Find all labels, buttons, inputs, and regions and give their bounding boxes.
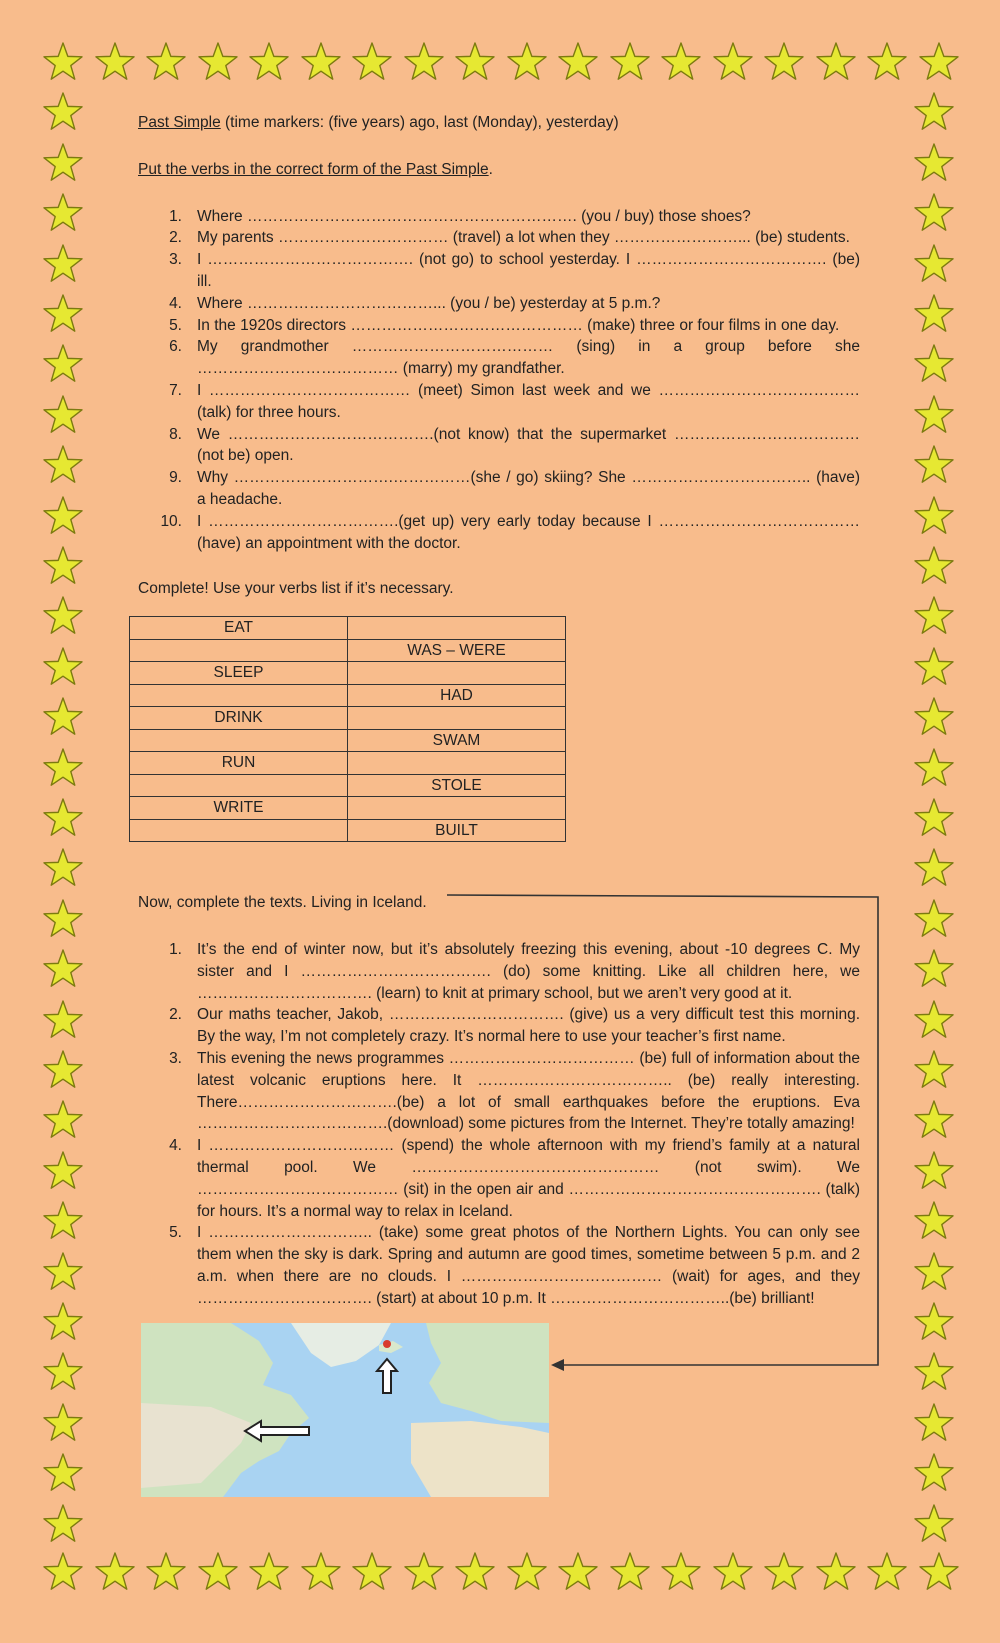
table-row	[130, 617, 566, 640]
table-row	[130, 684, 566, 707]
exercise-list-1	[138, 206, 860, 555]
item-number: 3.	[169, 251, 182, 269]
table-row	[130, 819, 566, 842]
item-text: This evening the news programmes ……………………………… (be) full of information about the latest volcanic eruptions here. It ……………………………….. (be) really interesting. There………………………….(be) a lot of small earthquakes before the eruptions. Eva ……………………………….(download) some pictures from the Internet. They’re totally amazing!	[197, 1049, 860, 1133]
infinitive-cell	[130, 729, 348, 752]
item-text: It’s the end of winter now, but it’s absolutely freezing this evening, about -10 degrees C. My sister and I ………………………………. (do) some knitting. Like all children here, we ……………………………. (learn) to knit at primary school, but we aren’t very good at it.	[197, 940, 860, 1002]
past-form-cell	[348, 752, 566, 775]
table-row	[130, 752, 566, 775]
past-form-cell: WAS – WERE	[348, 639, 566, 662]
table-row	[130, 774, 566, 797]
infinitive-cell: DRINK	[130, 707, 348, 730]
item-number: 5.	[169, 1224, 182, 1242]
list-item	[138, 1004, 860, 1048]
title-topic: Past Simple	[138, 114, 221, 131]
item-number: 1.	[169, 940, 182, 958]
table-row	[130, 797, 566, 820]
item-number: 2.	[169, 1006, 182, 1024]
item-number: 10.	[160, 512, 182, 530]
item-number: 6.	[169, 338, 182, 356]
list-item	[138, 206, 860, 228]
infinitive-cell	[130, 684, 348, 707]
iceland-pin	[383, 1340, 391, 1348]
item-number: 5.	[169, 316, 182, 334]
infinitive-cell	[130, 819, 348, 842]
item-text: I …………………………………. (not go) to school yesterday. I ………………………………. (be) ill.	[197, 251, 860, 290]
list-item	[138, 315, 860, 337]
infinitive-cell: EAT	[130, 617, 348, 640]
item-text: My grandmother ………………………………… (sing) in a group before she ………………………………… (marry) my grandfather.	[197, 338, 860, 378]
item-text: My parents …………………………… (travel) a lot when they ……………………... (be) students.	[197, 229, 850, 247]
past-form-cell: BUILT	[348, 819, 566, 842]
past-form-cell	[348, 707, 566, 730]
past-form-cell: HAD	[348, 684, 566, 707]
list-item	[138, 380, 860, 424]
texts-heading: Now, complete the texts. Living in Iceland.	[138, 894, 427, 912]
item-number: 9.	[169, 469, 182, 487]
list-item	[138, 336, 860, 380]
item-text: I ………………………….. (take) some great photos of the Northern Lights. You can only see them when the sky is dark. Spring and autumn are good times, sometime between 5 p.m. and 2 a.m. when there are no clouds. I ………………………………… (wait) for ages, and they ……………………………. (start) at about 10 p.m. It ……………………………..(be) brilliant!	[197, 1224, 860, 1307]
worksheet	[138, 112, 860, 1309]
item-number: 8.	[169, 425, 182, 443]
verb-table	[129, 616, 566, 842]
infinitive-cell: SLEEP	[130, 662, 348, 685]
item-text: We ………………………………….(not know) that the supermarket ……………………………… (not be) open.	[197, 425, 860, 465]
table-row	[130, 662, 566, 685]
list-item	[138, 227, 860, 249]
past-form-cell: STOLE	[348, 774, 566, 797]
item-number: 4.	[169, 1137, 182, 1155]
item-text: Our maths teacher, Jakob, ……………………………. (give) us a very difficult test this morning. By the way, I’m not completely crazy. It’s normal here to use your teacher’s first name.	[197, 1006, 860, 1046]
item-text: I ………………………………… (meet) Simon last week and we ………………………………… (talk) for three hours.	[197, 381, 860, 421]
list-item	[138, 1222, 860, 1309]
past-form-cell: SWAM	[348, 729, 566, 752]
title-markers: (time markers: (five years) ago, last (Monday), yesterday)	[220, 114, 619, 131]
list-item	[138, 424, 860, 468]
infinitive-cell	[130, 774, 348, 797]
past-form-cell	[348, 662, 566, 685]
table-row	[130, 639, 566, 662]
item-number: 1.	[169, 207, 182, 225]
item-text: In the 1920s directors ……………………………………… (make) three or four films in one day.	[197, 316, 840, 334]
item-text: I ……………………………….(get up) very early today because I ………………………………… (have) an appointment with the doctor.	[197, 512, 860, 552]
exercise-list-2	[138, 939, 860, 1310]
list-item	[138, 249, 860, 293]
item-number: 7.	[169, 381, 182, 399]
item-text: Where ………………………………………………………. (you / buy) those shoes?	[197, 207, 751, 225]
list-item	[138, 511, 860, 555]
map-image	[141, 1323, 549, 1497]
infinitive-cell: WRITE	[130, 797, 348, 820]
item-number: 3.	[169, 1049, 182, 1067]
item-text: I ……………………………… (spend) the whole afternoon with my friend’s family at a natural thermal pool. We ………………………………………… (not swim). We ………………………………… (sit) in the open air and …………………………………………. (talk) for hours. It’s a normal way to relax in Iceland.	[197, 1137, 860, 1220]
instruction-text: Put the verbs in the correct form of the Past Simple	[138, 160, 489, 178]
connector-arrowhead	[551, 1359, 564, 1371]
complete-heading: Complete! Use your verbs list if it’s necessary.	[138, 580, 454, 598]
item-number: 4.	[169, 294, 182, 312]
instruction: Put the verbs in the correct form of the Past Simple.	[138, 160, 493, 178]
past-form-cell	[348, 617, 566, 640]
list-item	[138, 467, 860, 511]
past-form-cell	[348, 797, 566, 820]
table-row	[130, 707, 566, 730]
item-text: Where ………………………………... (you / be) yesterday at 5 p.m.?	[197, 294, 661, 312]
worksheet-title	[138, 112, 860, 134]
table-row	[130, 729, 566, 752]
item-text: Why ………………………….……………(she / go) skiing? She …………………………….. (have) a headache.	[197, 469, 860, 508]
item-number: 2.	[169, 229, 182, 247]
infinitive-cell: RUN	[130, 752, 348, 775]
africa	[411, 1421, 549, 1497]
list-item	[138, 1135, 860, 1222]
list-item	[138, 939, 860, 1004]
list-item	[138, 1048, 860, 1135]
infinitive-cell	[130, 639, 348, 662]
list-item	[138, 293, 860, 315]
